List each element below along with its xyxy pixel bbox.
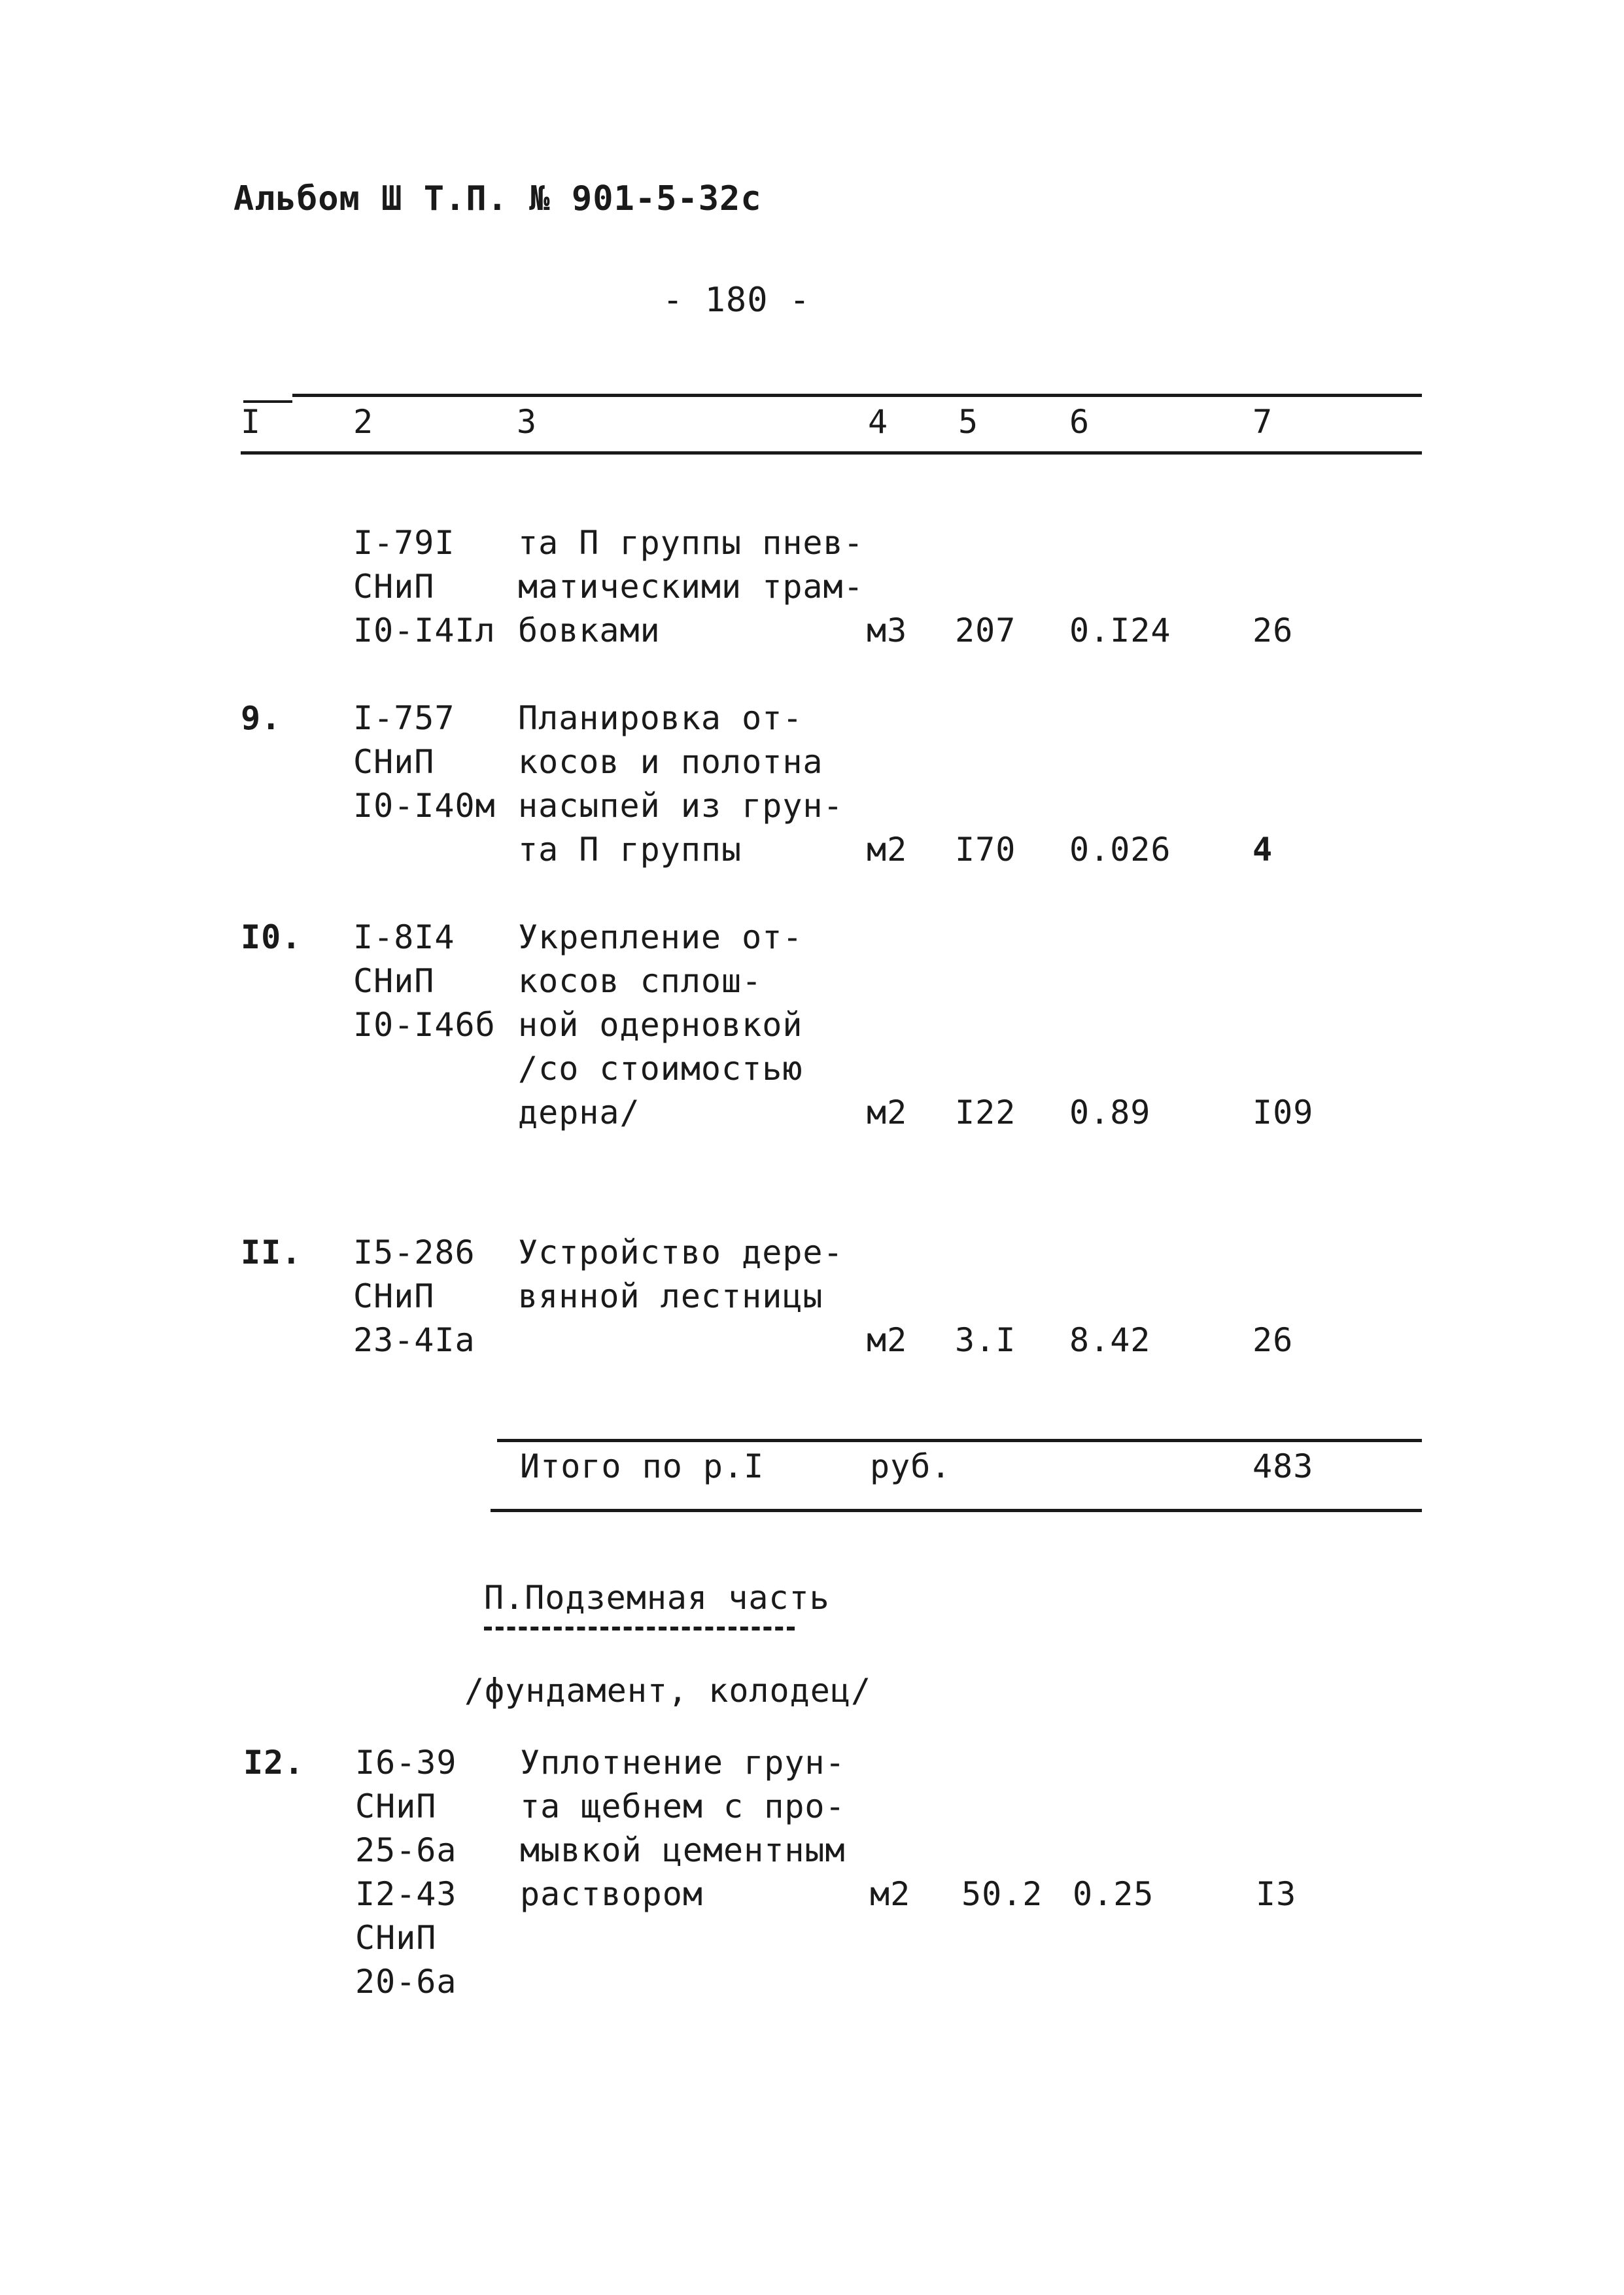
table-top-rule xyxy=(292,394,1422,397)
desc-line: Устройство дере- xyxy=(518,1234,844,1271)
subtotal-bottom-rule xyxy=(491,1509,1422,1512)
price-cell: 8.42 xyxy=(1069,1321,1151,1359)
code-line: 23-4Iа xyxy=(353,1321,475,1359)
code-line: СНиП xyxy=(353,962,435,1000)
subtotal-total: 483 xyxy=(1253,1447,1314,1485)
unit-cell: м2 xyxy=(870,1875,911,1913)
unit-cell: м2 xyxy=(867,831,908,869)
row-number: II. xyxy=(241,1234,302,1271)
code-line: СНиП xyxy=(353,743,435,781)
code-line: I-79I xyxy=(353,524,455,562)
page-number: - 180 - xyxy=(663,281,811,320)
qty-cell: I70 xyxy=(955,831,1016,869)
subtotal-label: Итого по р.I xyxy=(520,1447,765,1485)
code-line: I0-I40м xyxy=(353,787,496,825)
qty-cell: 3.I xyxy=(955,1321,1016,1359)
qty-cell: I22 xyxy=(955,1094,1016,1131)
column-header: 6 xyxy=(1069,403,1090,441)
column-header: 5 xyxy=(958,403,979,441)
column-header: 7 xyxy=(1253,403,1273,441)
unit-cell: м3 xyxy=(867,612,908,649)
desc-line: Уплотнение грун- xyxy=(520,1744,846,1782)
desc-line: Планировка от- xyxy=(518,699,803,737)
column-header: 4 xyxy=(868,403,889,441)
section-title: П.Подземная часть xyxy=(484,1579,830,1617)
code-line: I-757 xyxy=(353,699,455,737)
desc-line: раствором xyxy=(520,1875,703,1913)
unit-cell: м2 xyxy=(867,1094,908,1131)
column-header: 3 xyxy=(517,403,538,441)
code-line: I0-I4Iл xyxy=(353,612,496,649)
desc-line: косов и полотна xyxy=(518,743,823,781)
price-cell: 0.25 xyxy=(1073,1875,1154,1913)
total-cell: 26 xyxy=(1253,1321,1294,1359)
code-line: I-8I4 xyxy=(353,918,455,956)
price-cell: 0.89 xyxy=(1069,1094,1151,1131)
desc-line: та П группы xyxy=(518,831,742,869)
column-header: I xyxy=(241,403,262,441)
code-line: 20-6а xyxy=(355,1963,457,2001)
code-line: I0-I46б xyxy=(353,1006,496,1044)
subtotal-unit: руб. xyxy=(870,1447,952,1485)
desc-line: Укрепление от- xyxy=(518,918,803,956)
desc-line: бовками xyxy=(518,612,661,649)
total-cell: 26 xyxy=(1253,612,1294,649)
desc-line: ной одерновкой xyxy=(518,1006,803,1044)
desc-line: та П группы пнев- xyxy=(518,524,864,562)
album-header: Альбом Ш Т.П. № 901-5-32с xyxy=(233,179,762,218)
section-subtitle: /фундамент, колодец/ xyxy=(464,1672,872,1710)
code-line: I5-286 xyxy=(353,1234,475,1271)
code-line: I6-39 xyxy=(355,1744,457,1782)
price-cell: 0.026 xyxy=(1069,831,1171,869)
desc-line: та щебнем с про- xyxy=(520,1787,846,1825)
desc-line: мывкой цементным xyxy=(520,1831,846,1869)
total-cell: I09 xyxy=(1253,1094,1314,1131)
desc-line: насыпей из грун- xyxy=(518,787,844,825)
code-line: I2-43 xyxy=(355,1875,457,1913)
desc-line: вянной лестницы xyxy=(518,1277,823,1315)
column-header: 2 xyxy=(353,403,374,441)
code-line: СНиП xyxy=(353,1277,435,1315)
total-cell: I3 xyxy=(1256,1875,1297,1913)
code-line: СНиП xyxy=(353,568,435,606)
total-cell: 4 xyxy=(1253,831,1273,869)
desc-line: дерна/ xyxy=(518,1094,640,1131)
desc-line: /со стоимостью xyxy=(518,1050,803,1088)
code-line: 25-6а xyxy=(355,1831,457,1869)
code-line: СНиП xyxy=(355,1919,437,1957)
subtotal-top-rule xyxy=(497,1439,1422,1442)
unit-cell: м2 xyxy=(867,1321,908,1359)
desc-line: матическими трам- xyxy=(518,568,864,606)
section-title-underline xyxy=(484,1627,795,1631)
row-number: I0. xyxy=(241,918,302,956)
code-line: СНиП xyxy=(355,1787,437,1825)
row-number: I2. xyxy=(243,1744,305,1782)
price-cell: 0.I24 xyxy=(1069,612,1171,649)
table-header-rule xyxy=(241,451,1422,455)
qty-cell: 207 xyxy=(955,612,1016,649)
qty-cell: 50.2 xyxy=(961,1875,1043,1913)
row-number: 9. xyxy=(241,699,282,737)
desc-line: косов сплош- xyxy=(518,962,763,1000)
